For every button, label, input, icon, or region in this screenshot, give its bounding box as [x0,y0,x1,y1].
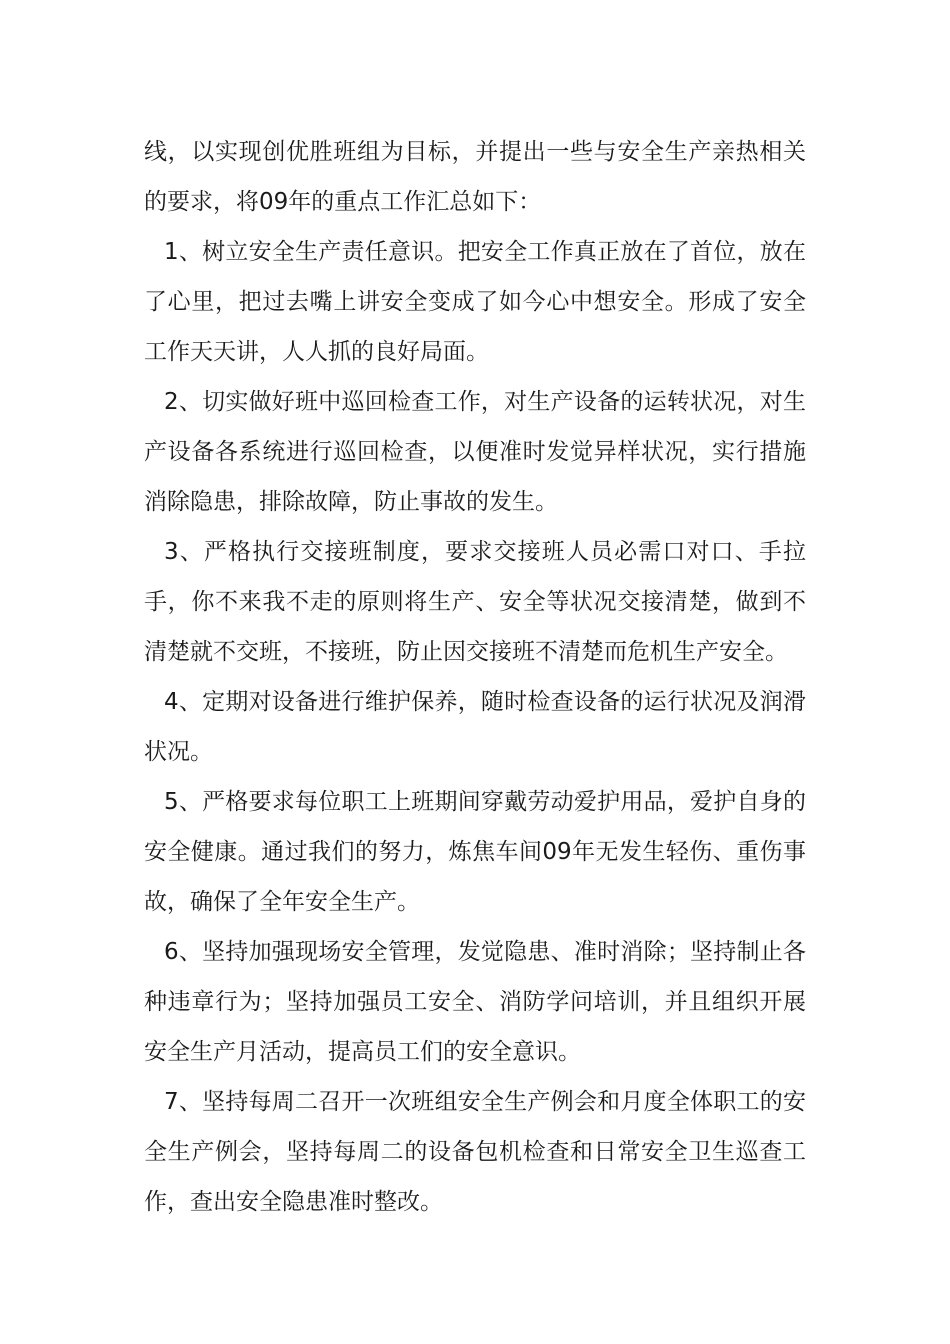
paragraph-item-1: 1、树立安全生产责任意识。把安全工作真正放在了首位，放在了心里，把过去嘴上讲安全变成了如今心中想安全。形成了安全工作天天讲，人人抓的良好局面。 [144,239,806,365]
paragraph-item-6: 6、坚持加强现场安全管理，发觉隐患、准时消除；坚持制止各种违章行为；坚持加强员工安全、消防学问培训，并且组织开展安全生产月活动，提高员工们的安全意识。 [144,939,806,1065]
paragraph-item-7: 7、坚持每周二召开一次班组安全生产例会和月度全体职工的安全生产例会，坚持每周二的设备包机检查和日常安全卫生巡查工作，查出安全隐患准时整改。 [144,1089,806,1215]
document-body [144,127,806,1227]
paragraph-intro-continuation: 线，以实现创优胜班组为目标，并提出一些与安全生产亲热相关的要求，将09年的重点工作汇总如下： [144,139,806,215]
paragraph-item-2: 2、切实做好班中巡回检查工作，对生产设备的运转状况，对生产设备各系统进行巡回检查，以便准时发觉异样状况，实行措施消除隐患，排除故障，防止事故的发生。 [144,389,806,515]
paragraph-item-4: 4、定期对设备进行维护保养，随时检查设备的运行状况及润滑状况。 [144,689,806,765]
paragraph-item-3: 3、严格执行交接班制度，要求交接班人员必需口对口、手拉手，你不来我不走的原则将生产、安全等状况交接清楚，做到不清楚就不交班，不接班，防止因交接班不清楚而危机生产安全。 [144,539,806,665]
paragraph-item-5: 5、严格要求每位职工上班期间穿戴劳动爱护用品，爱护自身的安全健康。通过我们的努力，炼焦车间09年无发生轻伤、重伤事故，确保了全年安全生产。 [144,789,806,915]
